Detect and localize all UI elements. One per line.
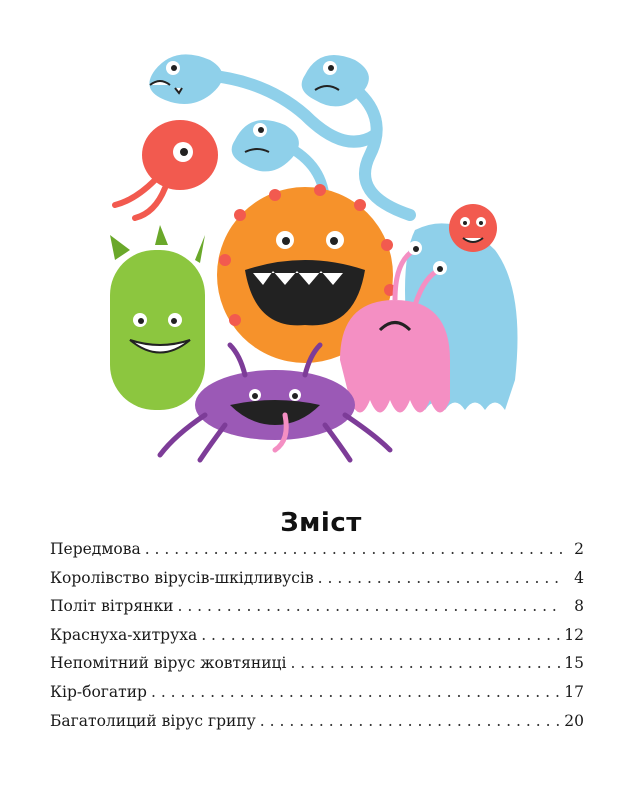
toc-item-label: Королівство вірусів-шкідливусів: [50, 568, 314, 587]
toc-item-label: Багатолиций вірус грипу: [50, 711, 256, 730]
toc-item[interactable]: [50, 569, 584, 598]
toc-item[interactable]: [50, 712, 584, 741]
toc-item-page: 2: [574, 540, 584, 558]
toc-title: Зміст: [280, 508, 362, 538]
toc-leader-dots: [177, 597, 562, 615]
toc-leader-dots: [145, 540, 562, 558]
toc-leader-dots: [151, 683, 560, 701]
toc-item[interactable]: [50, 597, 584, 626]
small-red-virus: [449, 204, 497, 252]
toc-item-label: Передмова: [50, 540, 141, 558]
toc-item-page: 20: [564, 711, 584, 730]
toc-leader-dots: [318, 569, 562, 587]
toc-item-label: Непомітний вірус жовтяниці: [50, 654, 287, 673]
toc-item-page: 15: [564, 654, 584, 673]
toc-item[interactable]: [50, 626, 584, 655]
toc-item-page: 4: [574, 568, 584, 587]
toc-item-label: Політ вітрянки: [50, 597, 174, 616]
toc-item[interactable]: [50, 540, 584, 569]
toc-leader-dots: [290, 654, 560, 672]
toc-item[interactable]: [50, 654, 584, 683]
toc-leader-dots: [201, 626, 560, 644]
toc-item-page: 17: [564, 682, 584, 701]
toc-item-label: Краснуха-хитруха: [50, 625, 198, 644]
toc-item-label: Кір-богатир: [50, 682, 147, 701]
toc-item-page: 8: [574, 597, 584, 616]
toc-item-page: 12: [564, 625, 584, 644]
red-one-eyed-virus: [115, 120, 218, 218]
green-horned-virus: [110, 225, 205, 410]
toc-leader-dots: [260, 712, 560, 730]
cartoon-viruses-illustration: [95, 30, 535, 470]
table-of-contents: [50, 540, 584, 740]
toc-item[interactable]: [50, 683, 584, 712]
